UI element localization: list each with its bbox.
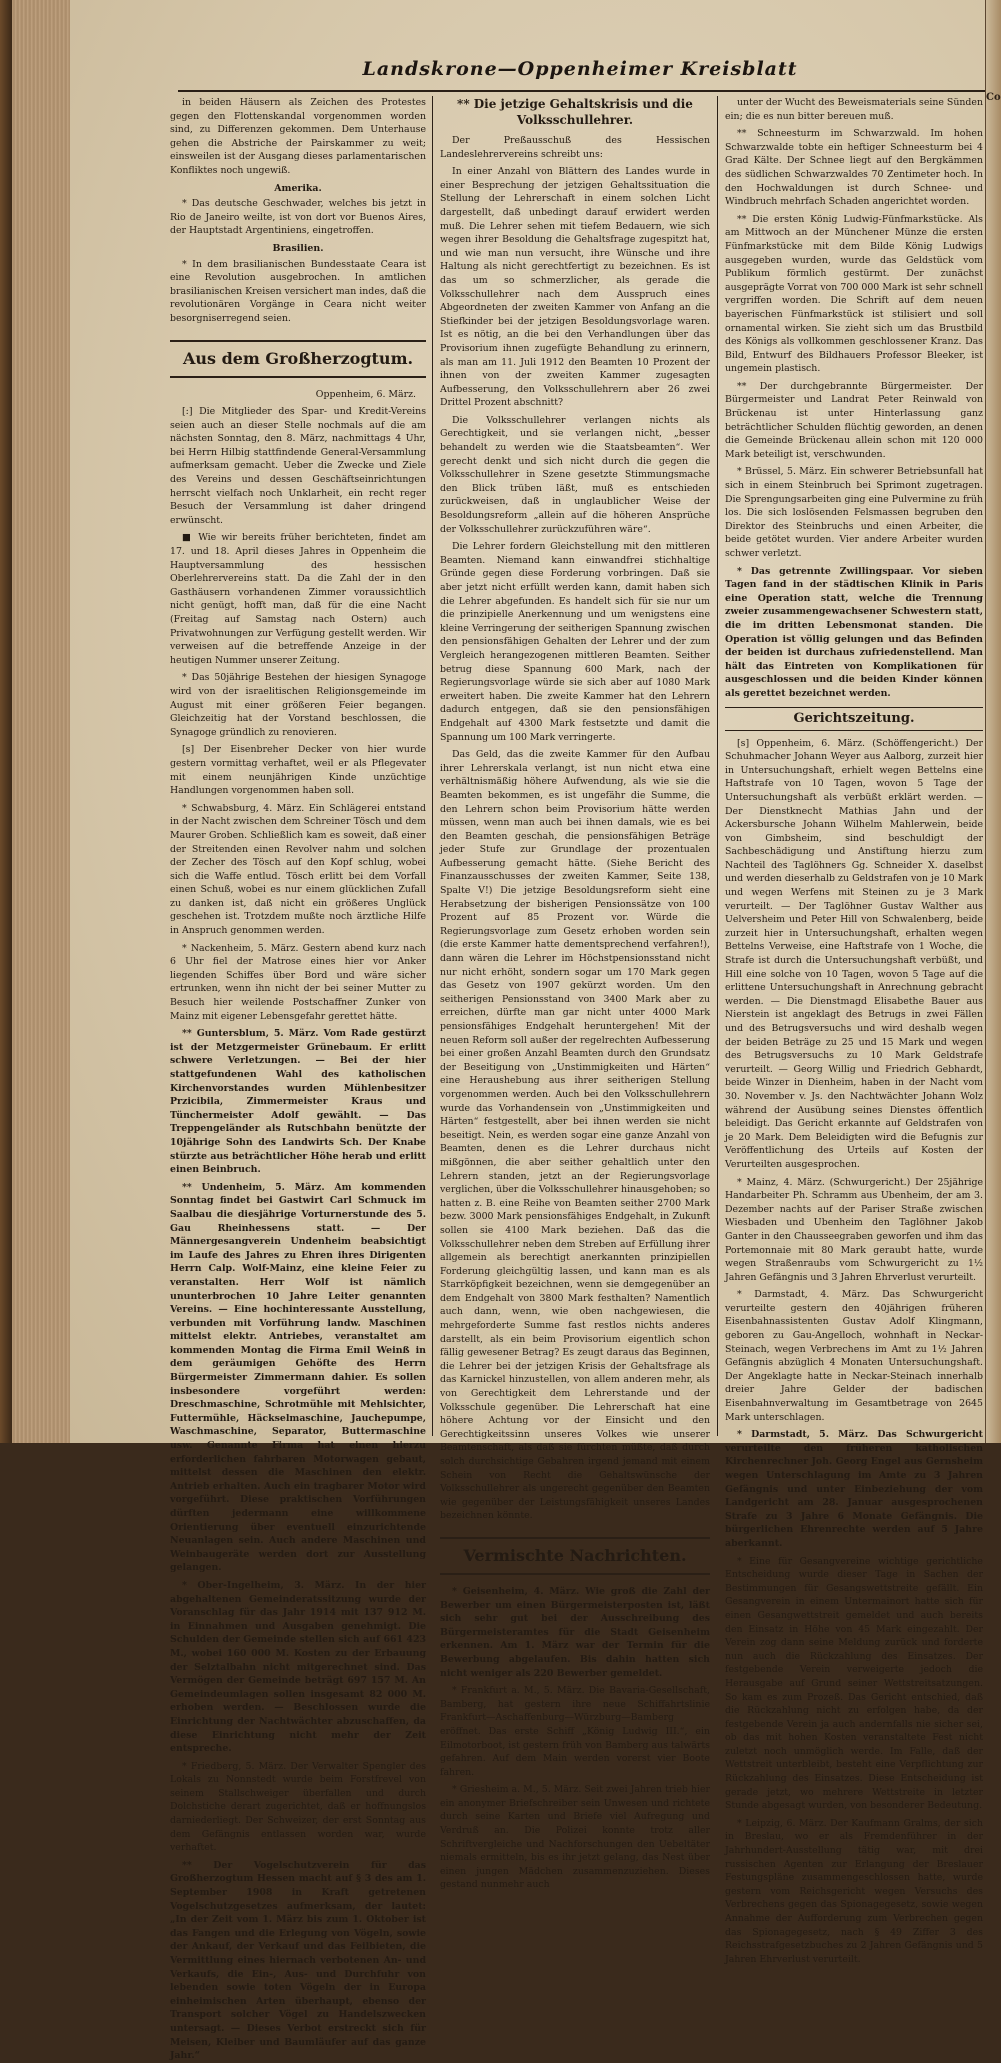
article-text: In einer Anzahl von Blättern des Landes wurde in einer Besprechung der jetzigen Gehaltssituation die Stellung der Lehrerschaft in einem solchen Licht dargestellt, daß unbedingt darauf erwidert werden muß. Die Lehrer sehen mit tiefem Bedauern, wie sich wegen ihrer Besoldung die Gehaltsfrage zugespitzt hat, und wie man nun versucht, ihre Wünsche und ihre Haltung als nicht gerechtfertigt zu bezeichnen. Es ist das um so schmerzlicher, als gerade die Volksschullehrer nach dem Ausspruch eines Abgeordneten der zweiten Kammer von Anfang an die Stiefkinder bei der jetzigen Besoldungsvorlage waren. Ist es nötig, an die bei den Verhandlungen über das Provisorium ihnen zugefügte Behandlung zu erinnern, als man am 11. Juli 1912 den Beamten 10 Prozent der ihnen von der zweiten Kammer zugesagten Aufbesserung, den Volksschullehrern aber 26 zwei Drittel Prozent abschnitt? [440,166,710,409]
dateline: Oppenheim, 6. März. [315,388,416,400]
article-text: * Geisenheim, 4. März. Wie groß die Zahl der Bewerber um einen Bürgermeisterposten ist, läßt sich sehr gut bei der Ausschreibung des Bürgermeisteramtes für die Stadt Geisenheim erkennen. Am 1. März war der Termin für die Bewerbung abgelaufen. Bis dahin hatten sich nicht weniger als 220 Bewerber gemeldet. [440,1585,710,1679]
column-rule-1 [432,96,433,1436]
article-text: * Schwabsburg, 4. März. Ein Schlägerei entstand in der Nacht zwischen dem Schreiner Tösch und dem Maurer Groben. Schließlich kam es soweit, daß einer der Streitenden einen Revolver nahm und solchen der Zecher des Tösch auf den Kopf schlug, wobei sich die Waffe entlud. Tösch erlitt bei dem Vorfall einen Schuß, wobei es nur einem glücklichen Zufall zu danken ist, daß nicht ein größeres Unglück geschehen ist. Trotzdem mußte noch ärztliche Hilfe in Anspruch genommen werden. [170,802,426,937]
column-2 [440,96,710,1891]
page-edges [12,0,72,1443]
article-text: ** Undenheim, 5. März. Am kommenden Sonntag findet bei Gastwirt Carl Schmuck im Saalbau die diesjährige Vorturnerstunde des 5. Gau Rheinhessens statt. — Der Männergesangverein Undenheim beabsichtigt im Laufe des Jahres zu Ehren ihres Dirigenten Herrn Calp. Wolf-Mainz, eine kleine Feier zu veranstalten. Herr Wolf ist nämlich ununterbrochen 10 Jahre Leiter genannten Vereins. — Eine hochinteressante Ausstellung, verbunden mit Vorführung landw. Maschinen mittelst elektr. Antriebes, veranstaltet am kommenden Montag die Firma Emil Weinß in dem geräumigen Gehöfte des Herrn Bürgermeister Zimmermann dahier. Es sollen insbesondere vorgeführt werden: Dreschmaschine, Schrotmühle mit Mehlsichter, Futtermühle, Häckselmaschine, Jauchepumpe, Waschmaschine, Separator, Buttermaschine usw. Genannte Firma hat einen hierzu erforderlichen fahrbaren Motorwagen gebaut, mittelst dessen die Maschinen den elektr. Antrieb erhalten. Auch ein tragbarer Motor wird vorgeführt. Diese praktischen Vorführungen dürften jedermann eine willkommene Orientierung über eventuell einzurichtende Neuanlagen sein. Auch andere Maschinen und Weinbaugeräte werden dort zur Ausstellung gelangen. [170,1181,426,1574]
headline-vermischte-nachrichten: Vermischte Nachrichten. [440,1537,710,1575]
article-text: * Ober-Ingelheim, 3. März. In der hier abgehaltenen Gemeinderatssitzung wurde der Voranschlag für das Jahr 1914 mit 137 912 M. in Einnahmen und Ausgaben genehmigt. Die Schulden der Gemeinde stellen sich auf 661 423 M., wobei 160 000 M. Kosten zu der Erbauung der Selztalbahn nicht mitgerechnet sind. Das Vermögen der Gemeinde beträgt 697 157 M. An Gemeindeumlagen sollen insgesamt 82 000 M. erhoben werden. — Beschlossen wurde die Einrichtung der Nachtwächter abzuschaffen, da diese Einrichtung nicht mehr der Zeit entspreche. [170,1579,426,1755]
column-3 [725,96,984,1965]
column-rule-2 [717,96,718,1436]
newspaper-page [70,0,1000,2062]
article-text: Die Volksschullehrer verlangen nichts als Gerechtigkeit, und sie verlangen nicht, „besser behandelt zu werden wie die Staatsbeamten“. Wer gerecht denkt und sich nicht durch die gegen die Volksschullehrer in Szene gesetzte Stimmungsmache den Blick trüben läßt, muß es entschieden zurückweisen, daß in unglaublicher Weise der Besoldungsreform „allein auf die höheren Ansprüche der Volksschullehrer zurückzuführen wäre“. [440,414,710,535]
article-text: ** Der Vogelschutzverein für das Großherzogtum Hessen macht auf § 3 des am 1. September 1908 in Kraft getretenen Vogelschutzgesetzes aufmerksam, der lautet: „In der Zeit vom 1. März bis zum 1. Oktober ist das Fangen und die Erlegung von Vögeln, sowie der Ankauf, der Verkauf und das Feilbieten, die Vermittlung eines hiernach verbotenen An- und Verkaufs, die Ein-, Aus- und Durchfuhr von lebenden sowie toten Vögeln der in Europa einheimischen Arten überhaupt, ebenso der Transport solcher Vögel zu Handelszwecken untersagt. — Dieses Verbot erstreckt sich für Meisen, Kleiber und Baumläufer auf das ganze Jahr.“ [170,1859,426,2062]
article-text: ** Die ersten König Ludwig-Fünfmarkstücke. Als am Mittwoch an der Münchener Münze die ersten Fünfmarkstücke mit dem Bilde König Ludwigs ausgegeben wurden, wurde das Geldstück vom Publikum förmlich gestürmt. Der zunächst ausgeprägte Vorrat von 700 000 Mark ist sehr schnell vergriffen worden. Die Schrift auf dem neuen bayerischen Fünfmarkstück ist stilisiert und soll ornamental wirken. Sie zieht sich um das Brustbild des Königs als vollkommen geschlossener Kranz. Das Bild, Entwurf des Bildhauers Professor Bleeker, ist ungemein plastisch. [725,213,983,375]
article-text: * Mainz, 4. März. (Schwurgericht.) Der 25jährige Handarbeiter Ph. Schramm aus Ubenheim, der am 3. Dezember nachts auf der Pariser Straße zwischen Wiesbaden und Ubenheim den Taglöhner Jakob Ganter in den Chausseegraben geworfen und ihm das Portemonnaie mit 80 Mark geraubt hatte, wurde wegen Straßenraubs vom Schwurgericht zu 1½ Jahren Gefängnis und 3 Jahren Ehrverlust verurteilt. [725,1176,983,1283]
article-text: ** Schneesturm im Schwarzwald. Im hohen Schwarzwalde tobte ein heftiger Schneesturm bei 4 Grad Kälte. Der Schnee liegt auf den Bergkämmen des südlichen Schwarzwaldes 70 Zentimeter hoch. In den Hochwaldungen ist durch Schnee- und Windbruch mehrfach Schaden angerichtet worden. [725,128,983,208]
section-subhead: Amerika. [274,182,322,194]
article-text: Der Preßausschuß des Hessischen Landeslehrervereins schreibt uns: [440,135,710,160]
article-text: * Nackenheim, 5. März. Gestern abend kurz nach 6 Uhr fiel der Matrose eines hier vor Anker liegenden Schiffes über Bord und wäre sicher ertrunken, wenn ihn nicht der bei seiner Mutter zu Besuch hier weilende Postschaffner Zunker von Mainz mit eigener Lebensgefahr gerettet hätte. [170,942,426,1022]
article-text: * In dem brasilianischen Bundesstaate Ceara ist eine Revolution ausgebrochen. In amtlichen brasilianischen Kreisen versichert man indes, daß die revolutionären Vorgänge in Ceara nicht weiter besorgniserregend seien. [170,258,427,324]
article-text: * Friedberg, 5. März. Der Verwalter Spengler des Lokals zu Nonnstedt wurde beim Forstfrevel von seinem Stallschweiger überfallen und durch Dolchstiche derart zugerichtet, daß er hoffnungslos darniederliegt. Der Schweizer, der erst Sonntag aus dem Gefängnis entlassen worden war, wurde verhaftet. [170,1760,426,1854]
article-title-gehaltskrisis: ** Die jetzige Gehaltskrisis und die Volksschullehrer. [457,97,693,127]
article-text: ** Guntersblum, 5. März. Vom Rade gestürzt ist der Metzgermeister Grünebaum. Er erlitt schwere Verletzungen. — Bei der hier stattgefundenen Wahl des katholischen Kirchenvorstandes wurden Mühlenbesitzer Przicibila, Zimmermeister Kraus und Tünchermeister Adolf gewählt. — Das Treppengeländer als Rutschbahn benützte der 10jährige Sohn des Landwirts Sch. Der Knabe stürzte aus beträchtlicher Höhe herab und erlitt einen Beinbruch. [170,1028,426,1176]
article-text: * Leipzig, 6. März. Der Kaufmann Gralms, der sich in Breslau, wo er als Fremdenführer in der Jahrhundert-Ausstellung tätig war, mit drei russischen Agenten zur Erlangung der Breslauer Festungspläne zusammengeschlossen hatte, wurde gestern vom Reichsgericht wegen Versuchs des Verbrechens gegen das Spionagegesetz, sowie wegen Annahme der Aufforderung zum Verbrechen gegen das Spionagegesetz, nach § 49 Ziffer 3 des Reichsstrafgesetzbuches zu 2 Jahren Gefängnis und 5 Jahren Ehrverlust verurteilt. [725,1817,983,1965]
headline-grossherzogtum: Aus dem Großherzogtum. [170,340,426,378]
article-text: unter der Wucht des Beweismaterials seine Sünden ein; die es nun bitter bereuen muß. [725,97,984,122]
masthead-rule [178,90,990,92]
column-1 [170,96,427,2062]
next-page-fragment: Co [986,92,1001,103]
article-text: * Das deutsche Geschwader, welches bis jetzt in Rio de Janeiro weilte, ist von dort vor Buenos Aires, der Hauptstadt Argentiniens, eingetroffen. [170,198,426,237]
next-page-edge [985,0,1001,1443]
article-text: ** Der durchgebrannte Bürgermeister. Der Bürgermeister und Landrat Peter Reinwald von Brückenau ist unter Hinterlassung ganz beträchtlicher Schulden flüchtig geworden, an denen die Gemeinde Brückenau allein schon mit 120 000 Mark beteiligt ist, verschwunden. [725,380,983,460]
article-text: Das Geld, das die zweite Kammer für den Aufbau ihrer Lehrerskala verlangt, ist nun nicht etwa eine verhältnismäßig höhere Aufwendung, als wie sie die Beamten bekommen, es ist ungefähr die Summe, die den Lehrern schon beim Provisorium hätte werden müssen, wenn man auch bei ihnen damals, wie es bei den Beamten geschah, die pensionsfähigen Beträge jeder Stufe zur Grundlage der prozentualen Aufbesserung gemacht hätte. (Siehe Bericht des Finanzausschusses der zweiten Kammer, Seite 138, Spalte V!) Die jetzige Besoldungsreform sieht eine Herabsetzung der bisherigen Pensionssätze von 100 Prozent auf 85 Prozent vor. Würde die Regierungsvorlage zum Gesetz erhoben worden sein (die erste Kammer hatte dementsprechend verfahren!), dann wären die Lehrer im Höchstpensionsstand nicht nur nicht erhöht, sondern sogar um 170 Mark gegen das Gesetz von 1907 gekürzt worden. Um den seitherigen Pensionsstand von 3400 Mark aber zu erreichen, dürfte man gar nicht unter 4000 Mark pensionsfähiges Endgehalt heruntergehen! Mit der neuen Reform soll außer der regelrechten Aufbesserung bei einer großen Anzahl Beamten durch den Grundsatz der Beseitigung von „Unstimmigkeiten und Härten“ eine Heraushebung aus ihrer seitherigen Stellung vorgenommen werden. Auch bei den Volksschullehrern wurde das Vorhandensein von „Unstimmigkeiten und Härten“ festgestellt, aber bei ihnen werden sie nicht beseitigt. Nein, es werden sogar eine ganze Anzahl von Beamten, denen es die Lehrer durchaus nicht mißgönnen, die aber seither gehaltlich unter den Lehrern standen, jetzt an der Regierungsvorlage verglichen, über die Volksschullehrer hinausgehoben; so hatten z. B. eine Reihe von Beamten seither 2700 Mark bezw. 3000 Mark pensionsfähiges Endgehalt, in Zukunft sollen sie 4100 Mark beziehen. Daß das die Volksschullehrer neben dem Streben auf Erfüllung ihrer allgemein als berechtigt anerkannten prinzipiellen Forderung gleichgültig lassen, und kann man es als Starrköpfigkeit bezeichnen, wenn sie demgegenüber an dem Endgehalt von 3800 Mark festhalten? Namentlich auch dann, wenn, wie oben nachgewiesen, die mehrgeforderte Summe fast restlos nichts anderes darstellt, als ein beim Provisorium eigentlich schon fällig gewesener Betrag? Es zeugt daraus das Beginnen, die Lehrer bei der jetzigen Krisis der Gehaltsfrage als das Karnickel hinzustellen, von allem anderen mehr, als von Gerechtigkeit dem Lehrerstande und der Volksschule gegenüber. Die Lehrerschaft hat eine höhere Achtung vor der Einsicht und den Gerechtigkeitssinn unseres Volkes wie unserer Beamtenschaft, als daß sie fürchten müßte, daß durch solch durchsichtige Gebahren irgend jemand mit einem Schein von Recht die Gehaltswünsche der Volksschullehrer als ungerecht gegenüber den Beamten wie gegenüber der Leistungsfähigkeit unseres Landes bezeichnen könnte. [440,749,710,1522]
article-text: * Darmstadt, 5. März. Das Schwurgericht verurteilte den früheren katholischen Kirchenrechner Joh. Georg Engel aus Gernsheim wegen Unterschlagung im Amte zu 3 Jahren Gefängnis und unter Einbeziehung der vom Landgericht am 28. Januar ausgesprochenen Strafe zu 3 Jahre 6 Monate Gefängnis. Die bürgerlichen Ehrenrechte werden auf 5 Jahre aberkannt. [725,1429,983,1549]
article-text: Die Lehrer fordern Gleichstellung mit den mittleren Beamten. Niemand kann einwandfrei stichhaltige Gründe gegen diese Forderung vorbringen. Daß sie aber jetzt nicht erfüllt werden kann, damit haben sich die Lehrer abgefunden. Es handelt sich für sie nur um die prinzipielle Anerkennung und um wenigstens eine kleine Verringerung der seitherigen Spannung zwischen den pensionsfähigen Gehalten der Lehrer und der zum Vergleich herangezogenen mittleren Beamten. Seither betrug diese Spannung 600 Mark, nach der Regierungsvorlage würde sie sich aber auf 1080 Mark erweitert haben. Die zweite Kammer hat den Lehrern dadurch entgegen, daß sie den pensionsfähigen Endgehalt auf 4300 Mark festsetzte und damit die Spannung um 100 Mark verringerte. [440,541,710,743]
article-text: * Brüssel, 5. März. Ein schwerer Betriebsunfall hat sich in einem Steinbruch bei Sprimont zugetragen. Die Sprengungsarbeiten ging eine Pulvermine zu früh los. Die sich loslösenden Felsmassen begruben den Direktor des Steinbruchs und einen Arbeiter, die beide getötet wurden. Vier andere Arbeiter wurden schwer verletzt. [725,466,983,559]
masthead: Landskrone—Oppenheimer Kreisblatt [362,58,798,80]
article-text: [s] Oppenheim, 6. März. (Schöffengericht.) Der Schuhmacher Johann Weyer aus Aalborg, zurzeit hier in Untersuchungshaft, erhielt wegen Bettelns eine Haftstrafe von 10 Tagen, wovon 5 Tage der Untersuchungshaft als verbüßt erklärt werden. — Der Dienstknecht Mathias Jahn und der Ackersbursche Johann Wilhelm Mahlerwein, beide von Gimbsheim, sind beschuldigt der Sachbeschädigung und Anstiftung hierzu zum Nachteil des Taglöhners Gg. Schneider X. daselbst und werden dieserhalb zu Geldstrafen von je 10 Mark und wegen Werfens mit Steinen zu je 3 Mark verurteilt. — Der Taglöhner Gustav Walther aus Uelversheim und Peter Hill von Schwalenberg, beide zurzeit hier in Untersuchungshaft, erhalten wegen Bettelns Verweise, eine Haftstrafe von 1 Woche, die Strafe ist durch die Untersuchungshaft verbüßt, und Hill eine solche von 10 Tagen, wovon 5 Tage auf die erlittene Untersuchungshaft in Anrechnung gebracht werden. — Die Dienstmagd Elisabethe Bauer aus Nierstein ist angeklagt des Betrugs in zwei Fällen und des Betrugsversuchs und wird deshalb wegen der beiden Beträge zu 25 und 15 Mark und wegen des Betrugsversuchs zu 10 Mark Geldstrafe verurteilt. — Georg Willig und Friedrich Gebhardt, beide Winzer in Dienheim, haben in der Nacht vom 30. November v. Js. den Nachtwächter Johann Wolz während der Ausübung seines Dienstes öffentlich beleidigt. Das Gericht erkannte auf Geldstrafen von je 20 Mark. Dem Beleidigten wird die Befugnis zur Veröffentlichung des Urteils auf Kosten der Verurteilten ausgesprochen. [725,737,983,1170]
article-text: * Das getrennte Zwillingspaar. Vor sieben Tagen fand in der städtischen Klinik in Paris eine Operation statt, welche die Trennung zweier zusammengewachsener Schwestern statt, die im dritten Lebensmonat standen. Die Operation ist völlig gelungen und das Befinden der beiden ist durchaus zufriedenstellend. Man hält das Eintreten von Komplikationen für ausgeschlossen und die beiden Kinder können als gerettet bezeichnet werden. [725,565,983,699]
section-subhead: Brasilien. [272,242,324,254]
article-text: in beiden Häusern als Zeichen des Protestes gegen den Flottenskandal vorgenommen worden sind, zu Differenzen gekommen. Dem Unterhause gehen die Abstriche der Pairskammer zu weit; einsweilen ist der Ausgang dieses parlamentarischen Konfliktes noch ungewiß. [170,97,426,176]
article-text: * Das 50jährige Bestehen der hiesigen Synagoge wird von der israelitischen Religionsgemeinde im August mit einer größeren Feier begangen. Gleichzeitig hat der Vorstand beschlossen, die Synagoge gründlich zu renovieren. [170,672,426,738]
article-text: ■ Wie wir bereits früher berichteten, findet am 17. und 18. April dieses Jahres in Oppenheim die Hauptversammlung des hessischen Oberlehrervereins statt. Da die Zahl der in den Gasthäusern vorhandenen Zimmer voraussichtlich nicht genügt, hofft man, daß für die eine Nacht (Freitag auf Samstag nach Ostern) auch Privatwohnungen zur Verfügung gestellt werden. Wir verweisen auf die betreffende Anzeige in der heutigen Nummer unserer Zeitung. [170,532,426,666]
article-text: * Eine für Gesangvereine wichtige gerichtliche Entscheidung wurde dieser Tage in Sachen der Bestimmungen für Gesangswettstreite gefällt. Ein Gesangverein in einem Untermainort hatte sich für einen Gesangwettstreit gemeldet und auch bereits den Einsatz in Höhe von 45 Mark eingezahlt. Der Verein zog dann seine Meldung zurück und forderte nun auch die Rückzahlung des Einsatzes. Der festgebende Verein verweigerte jedoch die Herausgabe auf Grund seiner Wettstreitsatzungen. So kam es zum Prozeß. Das Gericht entschied, daß die Rückzahlung nicht zu erfolgen habe, da der festgebende Verein ja auch andernfalls nie sicher sei, ob das mit hohen Kosten veranstaltete Fest nicht zuletzt noch unmöglich werde. Im Falle, daß der Wettstreit unterbleibt, besteht eine Verpflichtung zur Rückzahlung des Einsatzes. Diese Entscheidung ist gerade jetzt, wo mehrere Wettstreite in letzter Stunde abgesagt wurden, von besonderer Bedeutung. [725,1555,983,1812]
article-text: * Darmstadt, 4. März. Das Schwurgericht verurteilte gestern den 40jährigen früheren Eisenbahnassistenten Gustav Adolf Klingmann, geboren zu Gau-Angelloch, wohnhaft in Neckar-Steinach, wegen Verbrechens im Amt zu 1½ Jahren Gefängnis abzüglich 4 Monaten Untersuchungshaft. Der Angeklagte hatte in Neckar-Steinach innerhalb dreier Jahre Gelder der badischen Eisenbahnverwaltung im Gesamtbetrage von 2645 Mark unterschlagen. [725,1289,983,1423]
article-text: [s] Der Eisenbreher Decker von hier wurde gestern vormittag verhaftet, weil er als Pflegevater mit einem neunjährigen Kinde unzüchtige Handlungen vorgenommen haben soll. [170,744,426,797]
article-text: * Griesheim a. M., 5. März. Seit zwei Jahren trieb hier ein anonymer Briefschreiber sein Unwesen und richtete durch seine Karten und Briefe viel Aufregung und Verdruß an. Die Polizei konnte trotz aller Schriftvergleiche und Nachforschungen den Uebeltäter niemals ermitteln, bis es ihr jetzt gelang, das Nest über einen jungen Mädchen zusammenzuziehen. Dieses gestand nunmehr auch [440,1784,710,1891]
section-head-gerichtszeitung: Gerichtszeitung. [725,707,983,731]
article-text: * Frankfurt a. M., 5. März. Die Bavaria-Gesellschaft, Bamberg, hat gestern ihre neue Schiffahrtslinie Frankfurt—Aschaffenburg—Würzburg—Bamberg eröffnet. Das erste Schiff „König Ludwig III.“, ein Eilmotorboot, ist gestern früh von Bamberg aus talwärts gefahren. Auf dem Main werden vorerst vier Boote fahren. [440,1685,710,1778]
article-text: [:] Die Mitglieder des Spar- und Kredit-Vereins seien auch an dieser Stelle nochmals auf die am nächsten Sonntag, den 8. März, nachmittags 4 Uhr, bei Herrn Hilbig stattfindende General-Versammlung aufmerksam gemacht. Ueber die Zwecke und Ziele des Vereins und dessen Geschäftseinrichtungen herrscht vielfach noch Unklarheit, ein recht reger Besuch der Versammlung ist daher dringend erwünscht. [170,406,426,526]
book-binding [0,0,12,1443]
